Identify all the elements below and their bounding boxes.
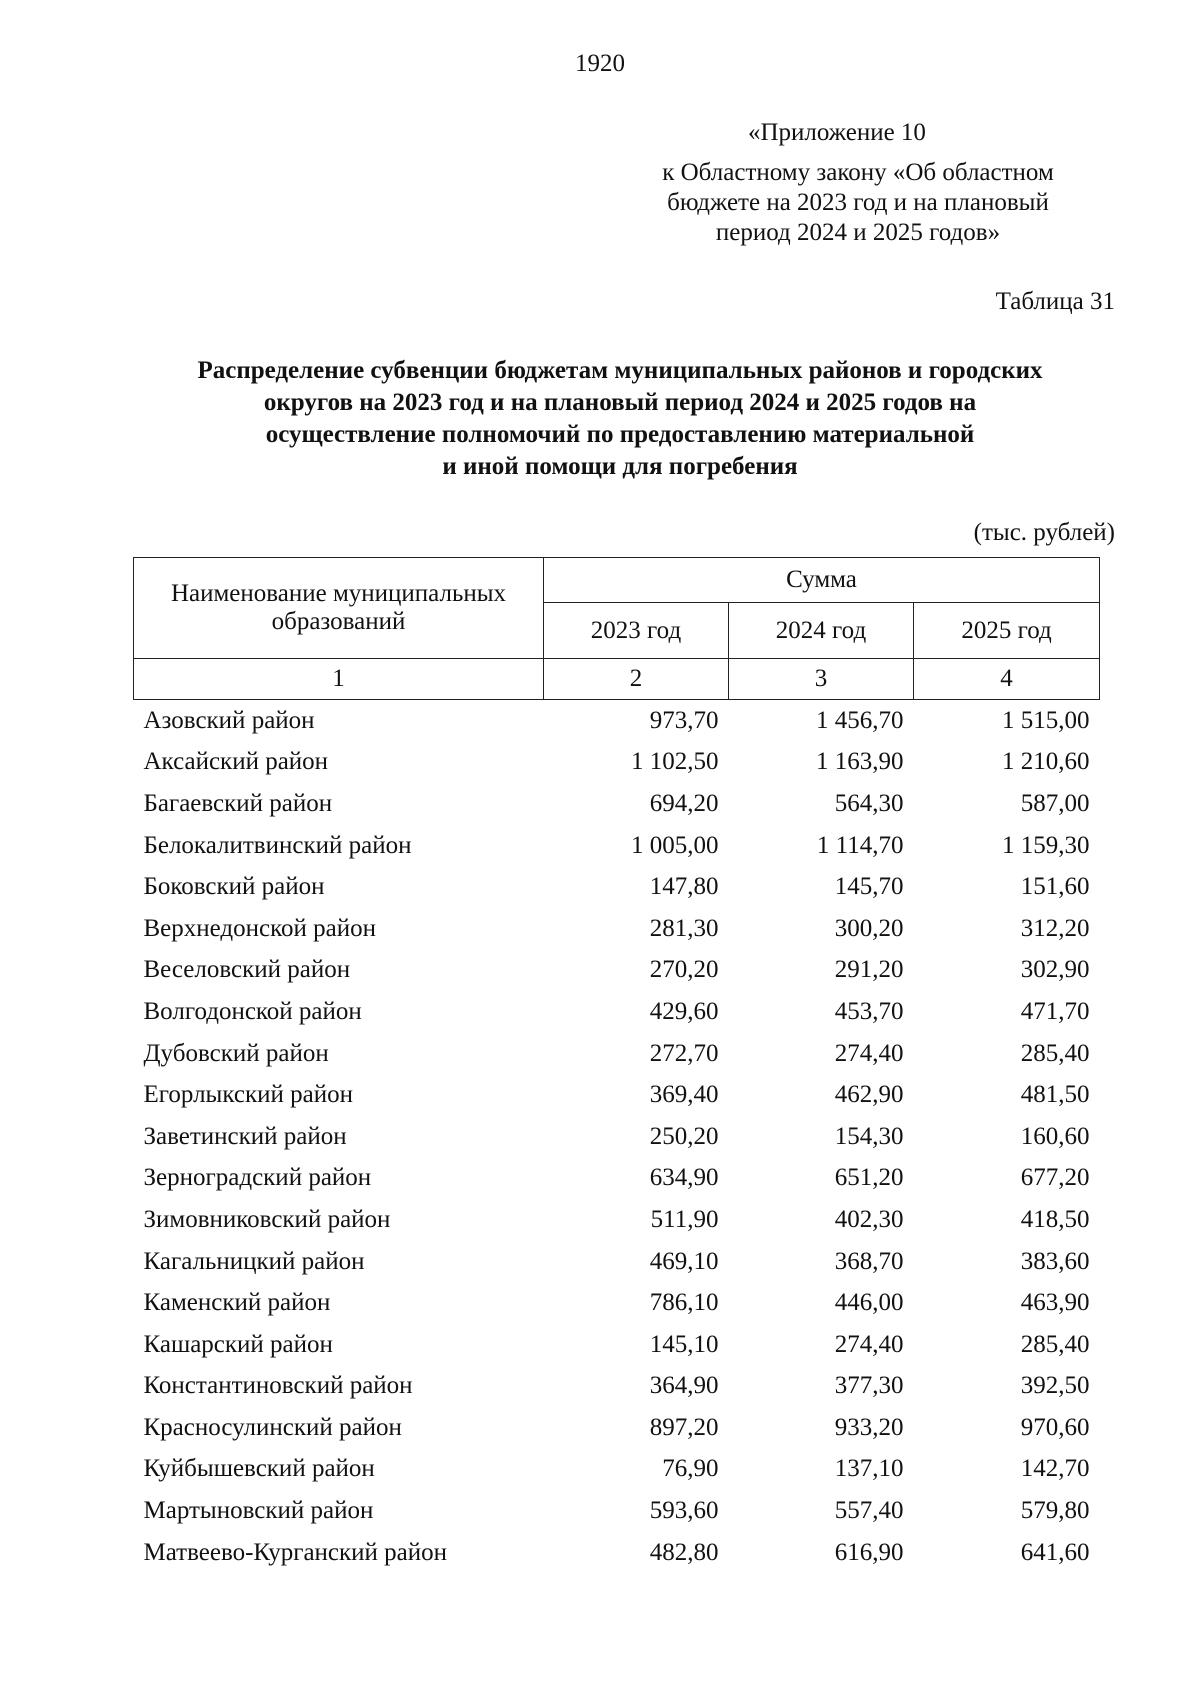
- amount-2024-cell: 368,70: [834, 1247, 904, 1275]
- column-number-1: 1: [134, 659, 544, 700]
- amount-2025-cell: 302,90: [1020, 956, 1090, 984]
- table-row: [134, 742, 1100, 784]
- amount-2025-cell: 160,60: [1020, 1122, 1090, 1150]
- amount-2024-cell: 274,40: [834, 1039, 904, 1067]
- municipality-name-cell: Аксайский район: [143, 748, 329, 776]
- municipality-name-cell: Егорлыкский район: [143, 1081, 353, 1109]
- amount-2024-cell: 291,20: [834, 956, 904, 984]
- municipality-name-cell: Матвеево-Курганский район: [143, 1538, 448, 1566]
- amount-2024-cell: 377,30: [834, 1372, 904, 1400]
- amount-2024-cell: 933,20: [834, 1413, 904, 1441]
- amount-2025-cell: 312,20: [1020, 914, 1090, 942]
- amount-2024-cell: 1 114,70: [816, 831, 904, 859]
- table-row: [134, 700, 1100, 742]
- amount-2024-cell: 1 456,70: [816, 706, 904, 734]
- amount-2025-cell: 285,40: [1020, 1039, 1090, 1067]
- table-row: [134, 1158, 1100, 1200]
- amount-2023-cell: 1 005,00: [631, 831, 719, 859]
- table-row: [134, 1282, 1100, 1324]
- amount-2023-cell: 250,20: [649, 1122, 719, 1150]
- column-number-3: 3: [729, 659, 914, 700]
- municipality-name-cell: Верхнедонской район: [143, 914, 376, 942]
- document-title: [120, 355, 1120, 483]
- municipality-name-cell: Дубовский район: [143, 1039, 329, 1067]
- municipality-name-cell: Багаевский район: [143, 789, 333, 817]
- municipality-name-cell: Константиновский район: [143, 1372, 413, 1400]
- amount-2023-cell: 786,10: [649, 1289, 719, 1317]
- appendix-line-2: бюджете на 2023 год и на плановый: [667, 189, 1049, 216]
- amount-2024-cell: 154,30: [834, 1122, 904, 1150]
- table-row: [134, 1449, 1100, 1491]
- amount-2023-cell: 482,80: [649, 1538, 719, 1566]
- units-label: (тыс. рублей): [973, 519, 1115, 546]
- amount-2023-cell: 76,90: [662, 1455, 719, 1483]
- column-number-4: 4: [914, 659, 1100, 700]
- amount-2023-cell: 511,90: [650, 1205, 719, 1233]
- table-number: Таблица 31: [995, 288, 1115, 315]
- table-row: [134, 1532, 1100, 1574]
- municipality-name-cell: Мартыновский район: [143, 1497, 374, 1525]
- municipality-name-cell: Куйбышевский район: [143, 1455, 375, 1483]
- amount-2024-cell: 1 163,90: [816, 748, 904, 776]
- appendix-note: [628, 118, 1088, 248]
- amount-2023-cell: 270,20: [649, 956, 719, 984]
- amount-2024-cell: 651,20: [834, 1164, 904, 1192]
- amount-2023-cell: 281,30: [649, 914, 719, 942]
- header-year-2024: 2024 год: [729, 603, 914, 659]
- amount-2025-cell: 463,90: [1020, 1289, 1090, 1317]
- amount-2024-cell: 557,40: [834, 1497, 904, 1525]
- header-year-2023: 2023 год: [544, 603, 729, 659]
- table-row: [134, 825, 1100, 867]
- amount-2025-cell: 1 210,60: [1002, 748, 1090, 776]
- amount-2023-cell: 694,20: [649, 789, 719, 817]
- appendix-title: «Приложение 10: [748, 119, 926, 146]
- amount-2025-cell: 392,50: [1020, 1372, 1090, 1400]
- amount-2024-cell: 402,30: [834, 1205, 904, 1233]
- amount-2025-cell: 1 159,30: [1002, 831, 1090, 859]
- table-row: [134, 991, 1100, 1033]
- amount-2024-cell: 300,20: [834, 914, 904, 942]
- data-table: [133, 557, 1100, 1573]
- appendix-line-1: к Областному закону «Об областном: [662, 159, 1054, 186]
- title-line-2: округов на 2023 год и на плановый период 2024 и 2025 годов на: [263, 389, 977, 416]
- municipality-name-cell: Заветинский район: [143, 1122, 347, 1150]
- amount-2025-cell: 471,70: [1020, 997, 1090, 1025]
- amount-2023-cell: 973,70: [649, 706, 719, 734]
- amount-2025-cell: 142,70: [1020, 1455, 1090, 1483]
- amount-2024-cell: 462,90: [834, 1081, 904, 1109]
- amount-2023-cell: 1 102,50: [631, 748, 719, 776]
- amount-2025-cell: 383,60: [1020, 1247, 1090, 1275]
- amount-2024-cell: 137,10: [834, 1455, 904, 1483]
- amount-2023-cell: 145,10: [649, 1330, 719, 1358]
- header-sum: Сумма: [544, 558, 1100, 603]
- amount-2023-cell: 147,80: [649, 873, 719, 901]
- table-row: [134, 1490, 1100, 1532]
- table-row: [134, 1033, 1100, 1075]
- amount-2024-cell: 446,00: [834, 1289, 904, 1317]
- amount-2024-cell: 145,70: [834, 873, 904, 901]
- amount-2023-cell: 897,20: [649, 1413, 719, 1441]
- table-row: [134, 1074, 1100, 1116]
- title-line-4: и иной помощи для погребения: [442, 453, 798, 480]
- amount-2024-cell: 564,30: [834, 789, 904, 817]
- amount-2023-cell: 634,90: [649, 1164, 719, 1192]
- table-row: [134, 1116, 1100, 1158]
- municipality-name-cell: Азовский район: [143, 706, 315, 734]
- amount-2024-cell: 616,90: [834, 1538, 904, 1566]
- amount-2025-cell: 151,60: [1020, 873, 1090, 901]
- title-line-1: Распределение субвенции бюджетам муниципальных районов и городских: [197, 357, 1043, 384]
- municipality-name-cell: Кагальницкий район: [143, 1247, 365, 1275]
- amount-2025-cell: 481,50: [1020, 1081, 1090, 1109]
- table-row: [134, 783, 1100, 825]
- table-row: [134, 1324, 1100, 1366]
- municipality-name-cell: Каменский район: [143, 1289, 331, 1317]
- table-row: [134, 908, 1100, 950]
- header-municipality: Наименование муниципальных образований: [134, 558, 544, 659]
- amount-2023-cell: 429,60: [649, 997, 719, 1025]
- column-number-2: 2: [544, 659, 729, 700]
- municipality-name-cell: Кашарский район: [143, 1330, 333, 1358]
- page-number: 1920: [575, 50, 625, 77]
- table-header: [134, 558, 1100, 700]
- amount-2023-cell: 369,40: [649, 1081, 719, 1109]
- table-row: [134, 1199, 1100, 1241]
- table-row: [134, 950, 1100, 992]
- appendix-line-3: период 2024 и 2025 годов»: [715, 219, 1001, 246]
- title-line-3: осуществление полномочий по предоставлению материальной: [265, 421, 975, 448]
- table-row: [134, 1366, 1100, 1408]
- amount-2025-cell: 970,60: [1020, 1413, 1090, 1441]
- table-row: [134, 866, 1100, 908]
- municipality-name-cell: Веселовский район: [143, 956, 351, 984]
- table-row: [134, 1241, 1100, 1283]
- municipality-name-cell: Волгодонской район: [143, 997, 362, 1025]
- amount-2024-cell: 274,40: [834, 1330, 904, 1358]
- amount-2024-cell: 453,70: [834, 997, 904, 1025]
- amount-2025-cell: 285,40: [1020, 1330, 1090, 1358]
- amount-2025-cell: 1 515,00: [1002, 706, 1090, 734]
- table-body: [134, 700, 1100, 1574]
- amount-2025-cell: 587,00: [1020, 789, 1090, 817]
- amount-2023-cell: 469,10: [649, 1247, 719, 1275]
- municipality-name-cell: Белокалитвинский район: [143, 831, 412, 859]
- municipality-name-cell: Красносулинский район: [143, 1413, 402, 1441]
- amount-2023-cell: 364,90: [649, 1372, 719, 1400]
- amount-2025-cell: 677,20: [1020, 1164, 1090, 1192]
- municipality-name-cell: Зерноградский район: [143, 1164, 372, 1192]
- table-row: [134, 1407, 1100, 1449]
- subvention-table: [133, 557, 1099, 1573]
- amount-2023-cell: 593,60: [649, 1497, 719, 1525]
- amount-2025-cell: 579,80: [1020, 1497, 1090, 1525]
- amount-2025-cell: 418,50: [1020, 1205, 1090, 1233]
- header-year-2025: 2025 год: [914, 603, 1100, 659]
- amount-2023-cell: 272,70: [649, 1039, 719, 1067]
- amount-2025-cell: 641,60: [1020, 1538, 1090, 1566]
- municipality-name-cell: Зимовниковский район: [143, 1205, 391, 1233]
- municipality-name-cell: Боковский район: [143, 873, 325, 901]
